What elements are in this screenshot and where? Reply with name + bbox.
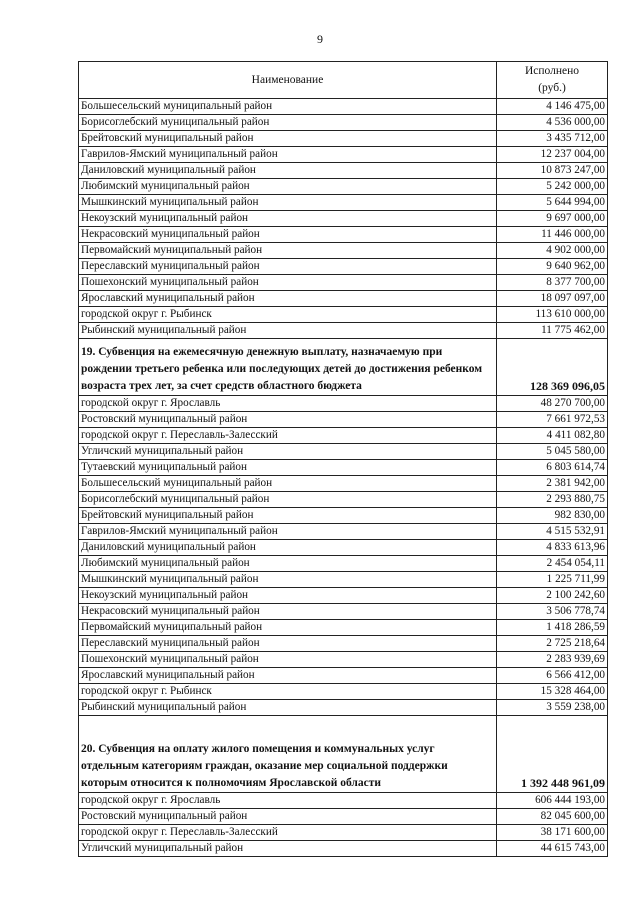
table-row	[79, 243, 608, 259]
row-value: 18 097 097,00	[497, 291, 608, 307]
table-row	[79, 147, 608, 163]
section-total: 128 369 096,05	[497, 339, 608, 396]
row-value: 10 873 247,00	[497, 163, 608, 179]
table-row	[79, 259, 608, 275]
row-name: Тутаевский муниципальный район	[79, 460, 497, 476]
column-header-executed	[497, 62, 608, 99]
table-row	[79, 460, 608, 476]
row-name: Угличский муниципальный район	[79, 444, 497, 460]
row-name: Мышкинский муниципальный район	[79, 195, 497, 211]
table-row	[79, 508, 608, 524]
table-row	[79, 211, 608, 227]
row-name: Большесельский муниципальный район	[79, 99, 497, 115]
table-row	[79, 179, 608, 195]
row-name: Ярославский муниципальный район	[79, 291, 497, 307]
row-value: 6 566 412,00	[497, 668, 608, 684]
row-name: Любимский муниципальный район	[79, 179, 497, 195]
row-name: Некоузский муниципальный район	[79, 211, 497, 227]
row-value: 606 444 193,00	[497, 793, 608, 809]
row-value: 4 515 532,91	[497, 524, 608, 540]
table-row	[79, 620, 608, 636]
row-name: городской округ г. Рыбинск	[79, 684, 497, 700]
table-row	[79, 195, 608, 211]
row-name: Некрасовский муниципальный район	[79, 604, 497, 620]
table-row	[79, 115, 608, 131]
table-row	[79, 652, 608, 668]
table-row	[79, 841, 608, 857]
row-name: городской округ г. Переславль-Залесский	[79, 428, 497, 444]
row-name: Борисоглебский муниципальный район	[79, 492, 497, 508]
table-row	[79, 428, 608, 444]
row-value: 113 610 000,00	[497, 307, 608, 323]
section-header-row	[79, 716, 608, 793]
row-name: Большесельский муниципальный район	[79, 476, 497, 492]
row-name: городской округ г. Переславль-Залесский	[79, 825, 497, 841]
row-name: Рыбинский муниципальный район	[79, 323, 497, 339]
column-header-name: Наименование	[79, 62, 497, 99]
row-value: 4 536 000,00	[497, 115, 608, 131]
row-name: городской округ г. Ярославль	[79, 793, 497, 809]
section-title: 19. Субвенция на ежемесячную денежную выплату, назначаемую при рождении третьего ребенка или последующих детей до достижения ребенком возраста трех лет, за счет средств областного бюджета	[79, 339, 497, 396]
executed-unit: (руб.)	[538, 82, 566, 94]
table-row	[79, 636, 608, 652]
table-row	[79, 825, 608, 841]
budget-table	[78, 61, 608, 857]
section-title: 20. Субвенция на оплату жилого помещения и коммунальных услуг отдельным категориям граждан, оказание мер социальной поддержки которым относится к полномочиям Ярославской области	[79, 716, 497, 793]
table-header-row	[79, 62, 608, 99]
row-name: Первомайский муниципальный район	[79, 620, 497, 636]
row-name: Пошехонский муниципальный район	[79, 275, 497, 291]
row-name: городской округ г. Ярославль	[79, 396, 497, 412]
row-value: 2 100 242,60	[497, 588, 608, 604]
section-total: 1 392 448 961,09	[497, 716, 608, 793]
row-value: 9 697 000,00	[497, 211, 608, 227]
table-row	[79, 809, 608, 825]
row-value: 7 661 972,53	[497, 412, 608, 428]
row-name: Даниловский муниципальный район	[79, 540, 497, 556]
row-value: 15 328 464,00	[497, 684, 608, 700]
table-row	[79, 396, 608, 412]
row-value: 48 270 700,00	[497, 396, 608, 412]
row-value: 5 242 000,00	[497, 179, 608, 195]
table-row	[79, 444, 608, 460]
row-name: Переславский муниципальный район	[79, 636, 497, 652]
row-value: 982 830,00	[497, 508, 608, 524]
table-row	[79, 227, 608, 243]
row-name: Брейтовский муниципальный район	[79, 131, 497, 147]
table-row	[79, 275, 608, 291]
executed-label: Исполнено	[524, 65, 580, 77]
row-name: Брейтовский муниципальный район	[79, 508, 497, 524]
table-row	[79, 307, 608, 323]
row-value: 1 418 286,59	[497, 620, 608, 636]
table-row	[79, 540, 608, 556]
row-name: Гаврилов-Ямский муниципальный район	[79, 147, 497, 163]
row-name: Некрасовский муниципальный район	[79, 227, 497, 243]
table-row	[79, 163, 608, 179]
table-row	[79, 492, 608, 508]
table-row	[79, 524, 608, 540]
row-name: Некоузский муниципальный район	[79, 588, 497, 604]
row-value: 3 559 238,00	[497, 700, 608, 716]
table-row	[79, 793, 608, 809]
section-header-row	[79, 339, 608, 396]
row-value: 2 283 939,69	[497, 652, 608, 668]
row-name: Угличский муниципальный район	[79, 841, 497, 857]
table-row	[79, 588, 608, 604]
row-name: Ростовский муниципальный район	[79, 412, 497, 428]
row-value: 1 225 711,99	[497, 572, 608, 588]
row-value: 11 775 462,00	[497, 323, 608, 339]
row-name: Ростовский муниципальный район	[79, 809, 497, 825]
table-row	[79, 700, 608, 716]
row-value: 9 640 962,00	[497, 259, 608, 275]
table-row	[79, 604, 608, 620]
row-value: 4 146 475,00	[497, 99, 608, 115]
row-value: 5 045 580,00	[497, 444, 608, 460]
table-row	[79, 684, 608, 700]
row-value: 3 435 712,00	[497, 131, 608, 147]
page-number: 9	[317, 32, 323, 46]
row-value: 6 803 614,74	[497, 460, 608, 476]
table-row	[79, 668, 608, 684]
table-row	[79, 99, 608, 115]
table-row	[79, 291, 608, 307]
row-value: 2 454 054,11	[497, 556, 608, 572]
row-value: 2 725 218,64	[497, 636, 608, 652]
row-value: 82 045 600,00	[497, 809, 608, 825]
row-value: 2 293 880,75	[497, 492, 608, 508]
row-value: 11 446 000,00	[497, 227, 608, 243]
row-value: 12 237 004,00	[497, 147, 608, 163]
row-name: Мышкинский муниципальный район	[79, 572, 497, 588]
row-name: Переславский муниципальный район	[79, 259, 497, 275]
row-value: 8 377 700,00	[497, 275, 608, 291]
table-row	[79, 556, 608, 572]
row-name: Борисоглебский муниципальный район	[79, 115, 497, 131]
row-name: Первомайский муниципальный район	[79, 243, 497, 259]
row-name: Пошехонский муниципальный район	[79, 652, 497, 668]
table-row	[79, 476, 608, 492]
row-name: Ярославский муниципальный район	[79, 668, 497, 684]
row-value: 44 615 743,00	[497, 841, 608, 857]
row-value: 2 381 942,00	[497, 476, 608, 492]
row-name: Гаврилов-Ямский муниципальный район	[79, 524, 497, 540]
table-body	[79, 62, 608, 857]
row-name: городской округ г. Рыбинск	[79, 307, 497, 323]
row-value: 38 171 600,00	[497, 825, 608, 841]
row-value: 4 833 613,96	[497, 540, 608, 556]
table-row	[79, 572, 608, 588]
row-value: 3 506 778,74	[497, 604, 608, 620]
row-name: Любимский муниципальный район	[79, 556, 497, 572]
table-row	[79, 131, 608, 147]
table-row	[79, 412, 608, 428]
row-name: Даниловский муниципальный район	[79, 163, 497, 179]
row-value: 4 411 082,80	[497, 428, 608, 444]
row-value: 4 902 000,00	[497, 243, 608, 259]
table-row	[79, 323, 608, 339]
row-name: Рыбинский муниципальный район	[79, 700, 497, 716]
row-value: 5 644 994,00	[497, 195, 608, 211]
